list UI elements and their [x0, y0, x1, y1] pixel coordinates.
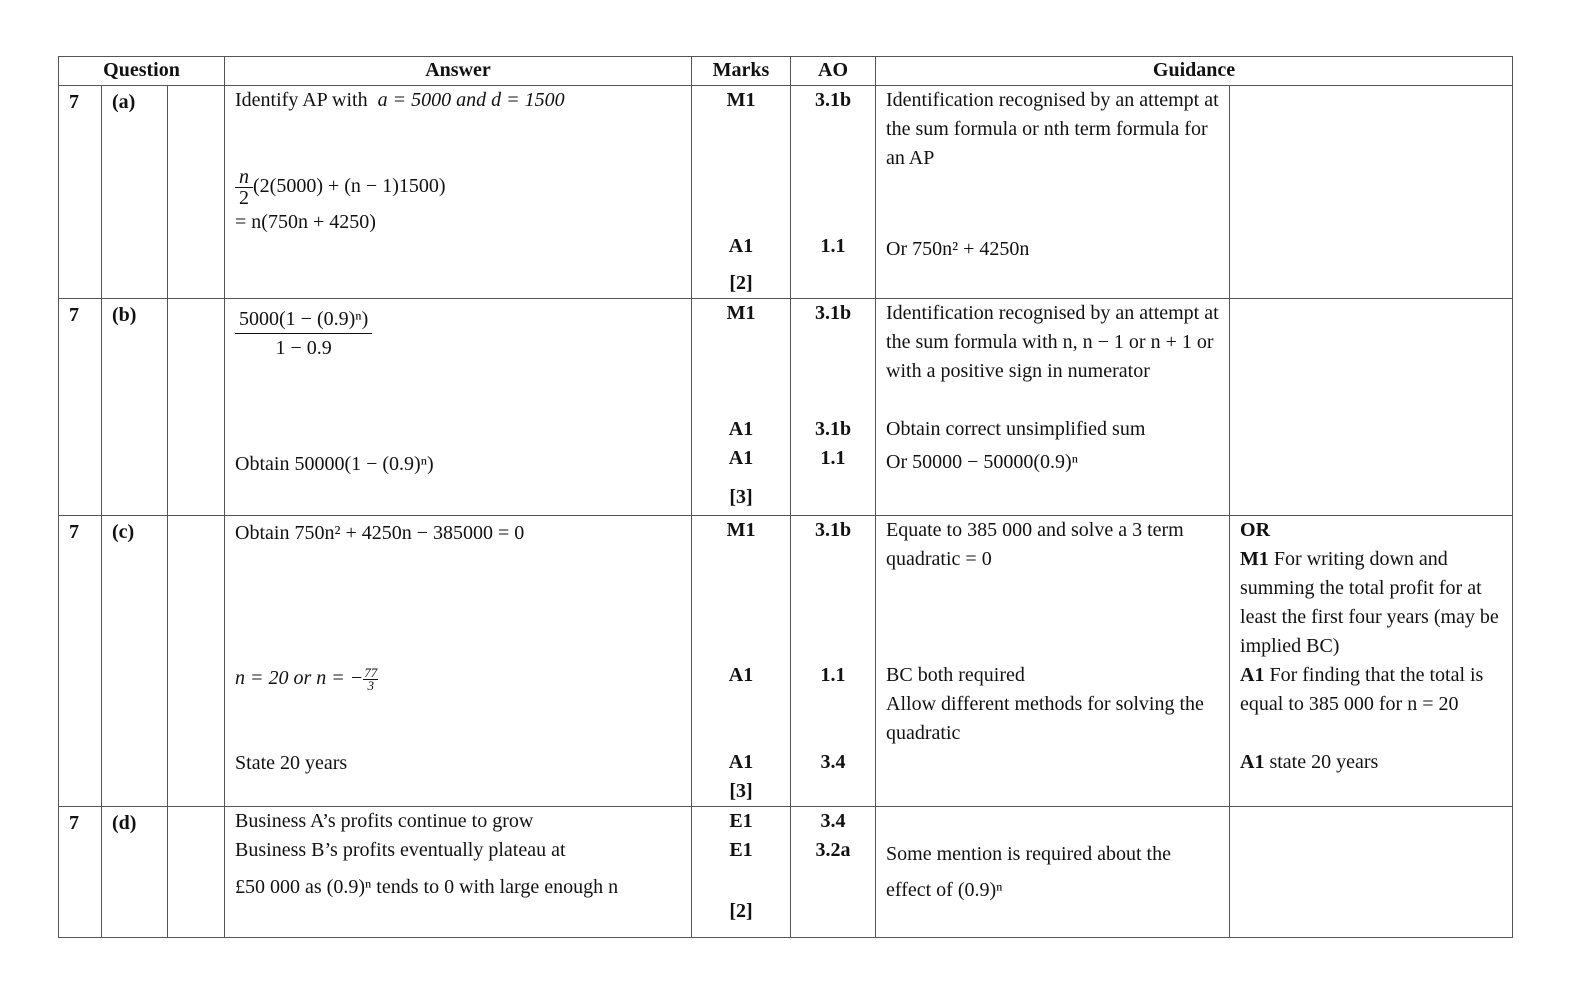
mark: M1 — [726, 519, 756, 541]
guidance-extra-cell — [1230, 516, 1513, 807]
assessment-objective: 3.1b — [814, 302, 852, 324]
marks-cell — [692, 807, 791, 938]
guidance-text: Allow different methods for solving the quadratic — [886, 693, 1204, 744]
ao-header: AO — [791, 57, 876, 86]
guidance-text: state 20 years — [1264, 751, 1379, 773]
table-row — [59, 516, 1513, 807]
guidance-text: Equate to 385 000 and solve a 3 term quadratic = 0 — [886, 519, 1184, 570]
ao-cell — [791, 299, 876, 516]
mark: A1 — [728, 235, 754, 257]
marks-header: Marks — [692, 57, 791, 86]
answer-line: State 20 years — [235, 752, 348, 774]
header-row — [59, 57, 1513, 86]
answer-line: Business B’s profits eventually plateau at — [235, 839, 566, 861]
answer-expression: (2(5000) + (n − 1)1500) — [253, 175, 446, 198]
guidance-text: Or 50000 − 50000(0.9)ⁿ — [886, 451, 1079, 473]
assessment-objective: 1.1 — [820, 664, 846, 686]
guidance-cell — [876, 807, 1230, 938]
table-row — [59, 807, 1513, 938]
assessment-objective: 1.1 — [820, 447, 846, 469]
guidance-text: For writing down and summing the total profit for at least the first four years (may be implied BC) — [1240, 548, 1499, 657]
fraction-numerator: n — [235, 167, 253, 188]
answer-cell — [225, 516, 692, 807]
answer-line — [235, 167, 683, 208]
guidance-cell — [876, 86, 1230, 299]
mark: M1 — [726, 302, 756, 324]
guidance-text: Or 750n² + 4250n — [886, 238, 1030, 260]
guidance-text: Obtain correct unsimplified sum — [886, 418, 1146, 440]
mark-total: [2] — [729, 272, 753, 294]
mark: A1 — [728, 418, 754, 440]
ao-cell — [791, 807, 876, 938]
mark-total: [2] — [729, 900, 753, 922]
assessment-objective: 3.2a — [815, 839, 851, 861]
question-part: (d) — [102, 807, 168, 938]
assessment-objective: 1.1 — [820, 235, 846, 257]
question-part: (b) — [102, 299, 168, 516]
mark: A1 — [1240, 751, 1265, 773]
fraction-denominator: 1 − 0.9 — [275, 337, 332, 359]
answer-line — [235, 86, 683, 115]
mark-total: [3] — [729, 780, 753, 802]
assessment-objective: 3.1b — [814, 89, 852, 111]
answer-text: Identify AP with — [235, 89, 368, 111]
question-header: Question — [59, 57, 225, 86]
mark: M1 — [726, 89, 756, 111]
guidance-header: Guidance — [876, 57, 1513, 86]
mark: M1 — [1240, 548, 1269, 570]
answer-line: Obtain 50000(1 − (0.9)ⁿ) — [235, 453, 434, 475]
question-part: (a) — [102, 86, 168, 299]
question-number: 7 — [59, 299, 102, 516]
answer-cell — [225, 299, 692, 516]
answer-line: Business A’s profits continue to grow — [235, 810, 534, 832]
mark: A1 — [728, 447, 754, 469]
answer-line — [235, 664, 683, 693]
mark: A1 — [728, 751, 754, 773]
guidance-text — [1240, 661, 1508, 748]
sub-part-cell — [168, 299, 225, 516]
mark: A1 — [1240, 664, 1265, 686]
table-row — [59, 299, 1513, 516]
fraction — [235, 167, 253, 208]
assessment-objective: 3.4 — [820, 751, 846, 773]
marks-cell — [692, 86, 791, 299]
guidance-text — [1240, 545, 1508, 661]
marks-cell — [692, 299, 791, 516]
ao-cell — [791, 516, 876, 807]
guidance-text: For finding that the total is equal to 385 000 for n = 20 — [1240, 664, 1484, 715]
guidance-text: Some mention is required about the effect of (0.9)ⁿ — [886, 843, 1171, 901]
ao-cell — [791, 86, 876, 299]
mark: E1 — [729, 810, 753, 832]
assessment-objective: 3.1b — [814, 519, 852, 541]
fraction-numerator: 5000(1 − (0.9)ⁿ) — [235, 305, 372, 334]
question-number: 7 — [59, 86, 102, 299]
fraction-denominator: 2 — [239, 187, 250, 209]
assessment-objective: 3.4 — [820, 810, 846, 832]
table-row — [59, 86, 1513, 299]
mark: E1 — [729, 839, 753, 861]
question-number: 7 — [59, 807, 102, 938]
fraction-numerator: 77 — [364, 664, 378, 680]
fraction — [235, 305, 372, 362]
sub-part-cell — [168, 516, 225, 807]
guidance-cell — [876, 516, 1230, 807]
fraction-denominator: 3 — [367, 677, 375, 693]
answer-header: Answer — [225, 57, 692, 86]
guidance-text: Identification recognised by an attempt at the sum formula or nth term formula for an AP — [886, 89, 1219, 169]
guidance-extra-cell — [1230, 86, 1513, 299]
answer-cell — [225, 86, 692, 299]
answer-cell — [225, 807, 692, 938]
mark-total: [3] — [729, 486, 753, 508]
question-part: (c) — [102, 516, 168, 807]
mark-scheme-table — [58, 56, 1513, 938]
guidance-text: BC both required — [886, 664, 1025, 686]
fraction — [363, 664, 378, 693]
question-number: 7 — [59, 516, 102, 807]
guidance-cell — [876, 299, 1230, 516]
answer-expression: n = 20 or n = − — [235, 667, 364, 689]
guidance-extra-cell — [1230, 807, 1513, 938]
sub-part-cell — [168, 807, 225, 938]
guidance-text — [1240, 748, 1508, 777]
sub-part-cell — [168, 86, 225, 299]
mark: A1 — [728, 664, 754, 686]
answer-line: Obtain 750n² + 4250n − 385000 = 0 — [235, 522, 525, 544]
assessment-objective: 3.1b — [814, 418, 852, 440]
answer-expression: a = 5000 and d = 1500 — [377, 89, 565, 111]
marks-cell — [692, 516, 791, 807]
answer-line: £50 000 as (0.9)ⁿ tends to 0 with large enough n — [235, 876, 619, 898]
or-label: OR — [1240, 519, 1271, 541]
answer-line: = n(750n + 4250) — [235, 211, 376, 233]
guidance-text: Identification recognised by an attempt at the sum formula with n, n − 1 or n + 1 or with a positive sign in numerator — [886, 302, 1219, 382]
guidance-extra-cell — [1230, 299, 1513, 516]
